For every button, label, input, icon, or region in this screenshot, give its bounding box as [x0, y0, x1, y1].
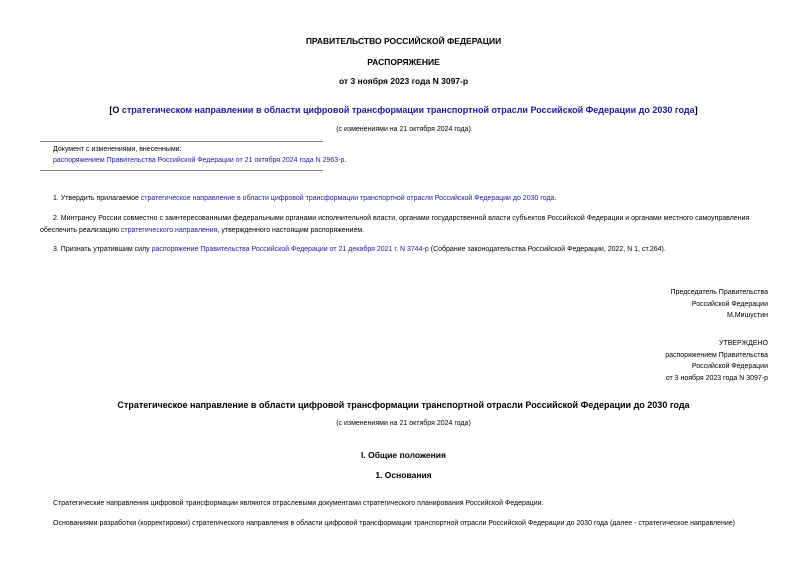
approval-block: УТВЕРЖДЕНО распоряжением Правительства Российской Федерации от 3 ноября 2023 года N 3097-р	[665, 340, 768, 382]
paragraph-1: Стратегические направления цифровой трансформации являются отраслевыми документами стратегического планирования Российской Федерации.	[53, 500, 544, 507]
strategy-link[interactable]: стратегическое направление в области цифровой трансформации транспортной отрасли Российской Федерации до 2030 года	[140, 195, 555, 202]
amended-note: (с изменениями на 21 октября 2024 года)	[336, 126, 471, 133]
changes-divider-bottom	[40, 170, 323, 171]
repealed-order-link[interactable]: распоряжение Правительства Российской Федерации от 21 декабря 2021 г. N 3744-р	[151, 246, 429, 253]
issuer-heading: ПРАВИТЕЛЬСТВО РОССИЙСКОЙ ФЕДЕРАЦИИ	[305, 36, 502, 46]
document-title	[0, 105, 807, 115]
changes-intro: Документ с изменениями, внесенными:	[53, 146, 182, 153]
strategy-amended-note: (с изменениями на 21 октября 2024 года)	[336, 420, 471, 427]
strategic-direction-link[interactable]: стратегического направления	[120, 226, 218, 234]
document-date-number: от 3 ноября 2023 года N 3097-р	[338, 76, 469, 86]
signature-block: Председатель Правительства Российской Федерации М.Мишустин	[670, 289, 768, 319]
changes-line: распоряжением Правительства Российской Федерации от 21 октября 2024 года N 2963-р.	[53, 157, 347, 164]
item-1: 1. Утвердить прилагаемое стратегическое направление в области цифровой трансформации транспортной отрасли Российской Федерации до 2030 года.	[53, 195, 557, 202]
title-link[interactable]: стратегическом направлении в области цифровой трансформации транспортной отрасли Российской Федерации до 2030 года	[121, 105, 695, 115]
title-bracket-open: [О	[109, 105, 122, 115]
document-type: РАСПОРЯЖЕНИЕ	[367, 57, 440, 67]
changes-divider-top	[40, 141, 323, 142]
subsection-heading: 1. Основания	[375, 470, 432, 480]
title-bracket-close: ]	[694, 105, 698, 115]
item-2	[40, 213, 768, 236]
item-2-line-1: 2. Минтрансу России совместно с заинтересованными федеральными органами исполнительной власти, органами государственной власти субъектов Российской Федерации и органами местного самоуправления	[53, 215, 750, 222]
item-2-line-2: обеспечить реализацию стратегического направления, утвержденного настоящим распоряжением.	[40, 226, 365, 234]
section-heading: I. Общие положения	[361, 450, 446, 460]
paragraph-2: Основаниями разработки (корректировки) стратегического направления в области цифровой трансформации транспортной отрасли Российской Федерации до 2030 года (далее - стратегическое направление)	[53, 520, 735, 527]
strategy-title: Стратегическое направление в области цифровой трансформации транспортной отрасли Российской Федерации до 2030 года	[117, 400, 690, 410]
amending-order-link[interactable]: распоряжением Правительства Российской Федерации от 21 октября 2024 года N 2963-р	[53, 157, 345, 164]
item-3: 3. Признать утратившим силу распоряжение Правительства Российской Федерации от 21 декабря 2021 г. N 3744-р (Собрание законодательства Российской Федерации, 2022, N 1, ст.264).	[53, 246, 666, 253]
